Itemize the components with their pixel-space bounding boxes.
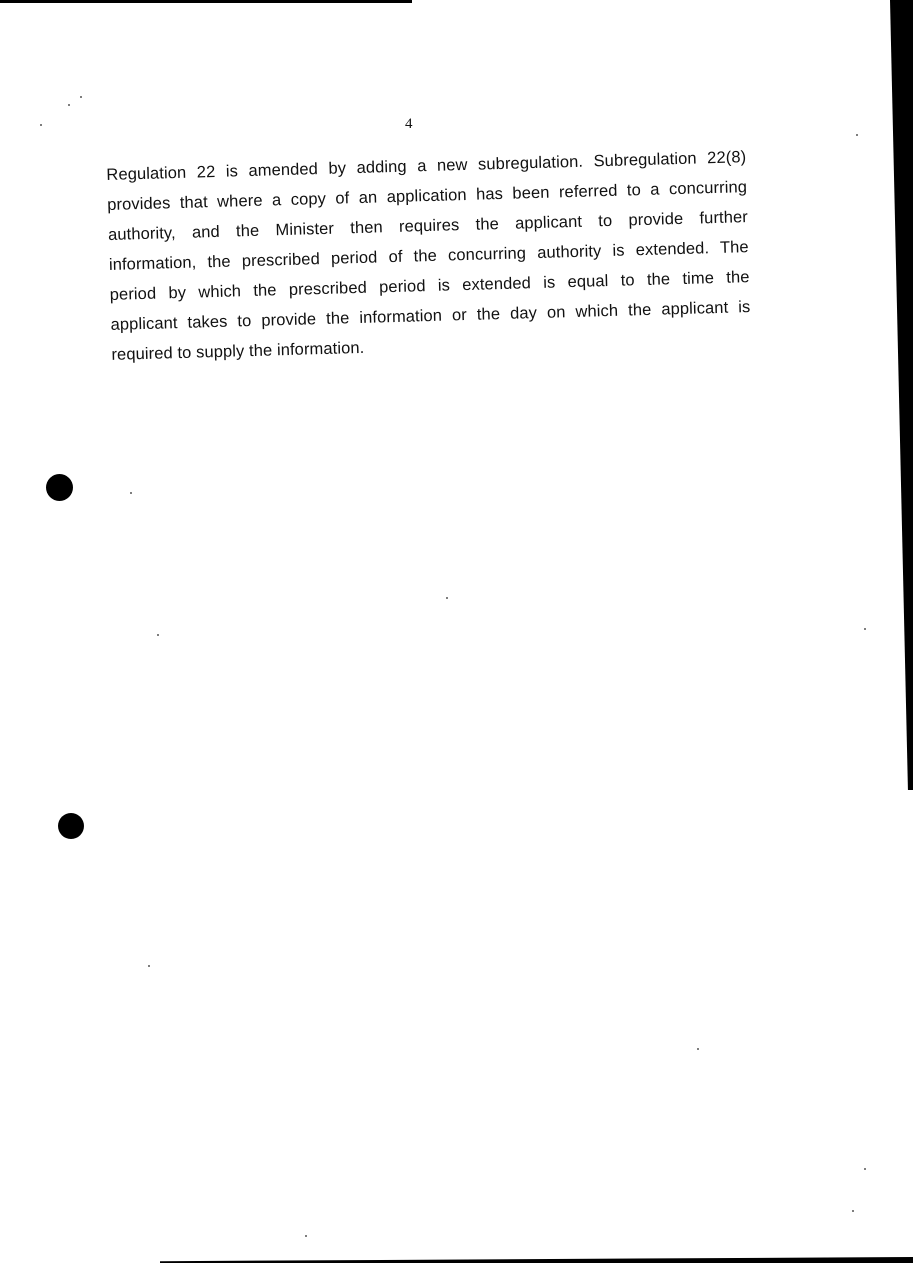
paragraph-line: authority, and the Minister then requires the applicant to provide further <box>107 208 749 244</box>
scan-speck <box>157 634 159 636</box>
scan-speck <box>697 1048 699 1050</box>
scan-speck <box>864 628 866 630</box>
paragraph-line: provides that where a copy of an application has been referred to a concurring <box>107 178 748 214</box>
scan-speck <box>130 492 132 494</box>
paragraph-line: information, the prescribed period of the concurring authority is extended. The <box>108 238 749 274</box>
paragraph-line: period by which the prescribed period is extended is equal to the time the <box>109 268 750 304</box>
scan-speck <box>40 124 42 126</box>
scan-speck <box>80 96 82 98</box>
body-paragraph <box>106 142 752 370</box>
scan-edge-bottom <box>160 1257 913 1263</box>
punch-hole <box>46 474 73 501</box>
scan-speck <box>864 1168 866 1170</box>
punch-hole <box>58 813 84 839</box>
scan-speck <box>856 134 858 136</box>
paragraph-line: Regulation 22 is amended by adding a new subregulation. Subregulation 22(8) <box>106 148 747 184</box>
scan-speck <box>68 104 70 106</box>
paragraph-line-last: required to supply the information. <box>111 338 365 364</box>
scan-edge-top <box>0 0 412 3</box>
scan-speck <box>446 597 448 599</box>
page-number: 4 <box>405 116 413 132</box>
scan-edge-right <box>890 0 913 790</box>
scan-speck <box>305 1235 307 1237</box>
scan-speck <box>852 1210 854 1212</box>
scan-speck <box>148 965 150 967</box>
paragraph-line: applicant takes to provide the information or the day on which the applicant is <box>110 298 751 334</box>
